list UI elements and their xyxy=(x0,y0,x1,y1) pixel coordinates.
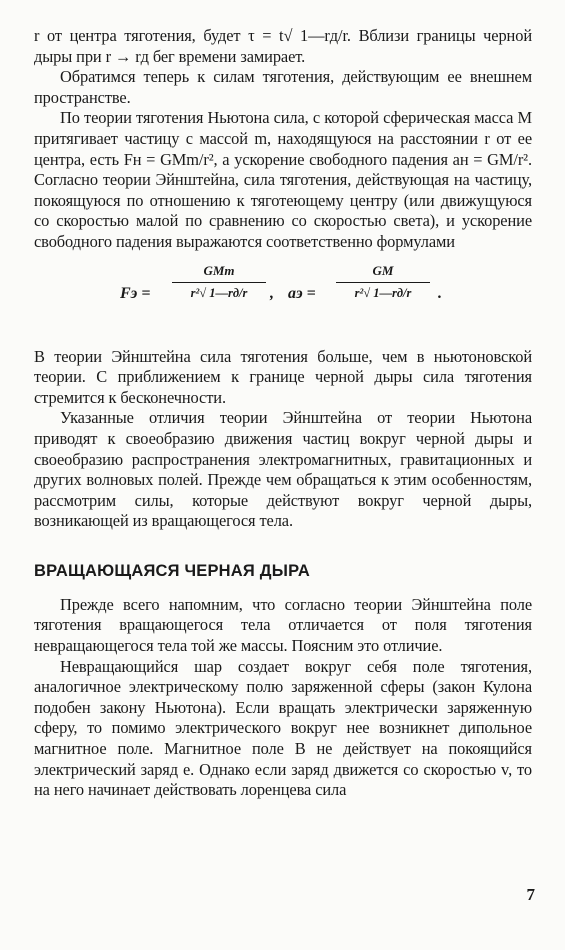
force-numerator: GMm xyxy=(203,262,235,278)
accel-fraction xyxy=(336,263,430,301)
accel-formula-lhs: aэ = xyxy=(288,284,316,302)
paragraph-1: r от центра тяготения, будет τ = t√ 1—rд/r. Вблизи границы черной дыры при r → rд бег времени замирает. xyxy=(34,26,532,66)
force-formula-lhs: Fэ = xyxy=(120,284,151,302)
accel-denominator: r²√ 1—rд/r xyxy=(354,285,412,300)
section-heading: ВРАЩАЮЩАЯСЯ ЧЕРНАЯ ДЫРА xyxy=(34,561,310,580)
formula-separator: , xyxy=(270,284,274,302)
accel-numerator: GM xyxy=(372,262,394,278)
paragraph-7: Невращающийся шар создает вокруг себя поле тяготения, аналогичное электрическому полю заряженной сферы (закон Кулона подобен закону Ньютона). Если вращать электрически заряженную сферу, то помимо электрического вокруг нее возникнет дипольное магнитное поле. Магнитное поле B не действует на покоящийся электрический заряд e. Однако если заряд движется со скоростью v, то на него начинает действовать лоренцева сила xyxy=(34,656,532,800)
formula-end: . xyxy=(438,284,442,302)
paragraph-6: Прежде всего напомним, что согласно теории Эйнштейна поле тяготения вращающегося тела отличается от поля тяготения невращающегося тела той же массы. Поясним это отличие. xyxy=(34,594,532,656)
formula-block xyxy=(34,263,532,341)
paragraph-4: В теории Эйнштейна сила тяготения больше, чем в ньютоновской теории. С приближением к границе черной дыры сила тяготения стремится к бесконечности. xyxy=(34,346,532,407)
page-number: 7 xyxy=(526,885,535,904)
paragraph-2: Обратимся теперь к силам тяготения, действующим ее внешнем пространстве. xyxy=(34,67,532,107)
force-denominator: r²√ 1—rд/r xyxy=(190,285,248,300)
paragraph-3: По теории тяготения Ньютона сила, с которой сферическая масса M притягивает частицу с массой m, находящуюся на расстоянии r от ее центра, есть Fн = GMm/r², а ускорение свободного падения aн = GM/r². Согласно теории Эйнштейна, сила тяготения, действующая на частицу, покоящуюся по отношению к тяготеющему центру (или движущуюся со скоростью малой по сравнению со скоростью света), и ускорение свободного падения выражаются соответственно формулами xyxy=(34,108,532,251)
page-body xyxy=(34,26,532,801)
paragraph-5: Указанные отличия теории Эйнштейна от теории Ньютона приводят к своеобразию движения частиц вокруг черной дыры и своеобразию распространения электромагнитных, гравитационных и других волновых полей. Прежде чем обращаться к этим особенностям, рассмотрим силы, которые действуют вокруг черной дыры, возникающей из вращающегося тела. xyxy=(34,408,532,531)
force-fraction xyxy=(172,263,266,301)
